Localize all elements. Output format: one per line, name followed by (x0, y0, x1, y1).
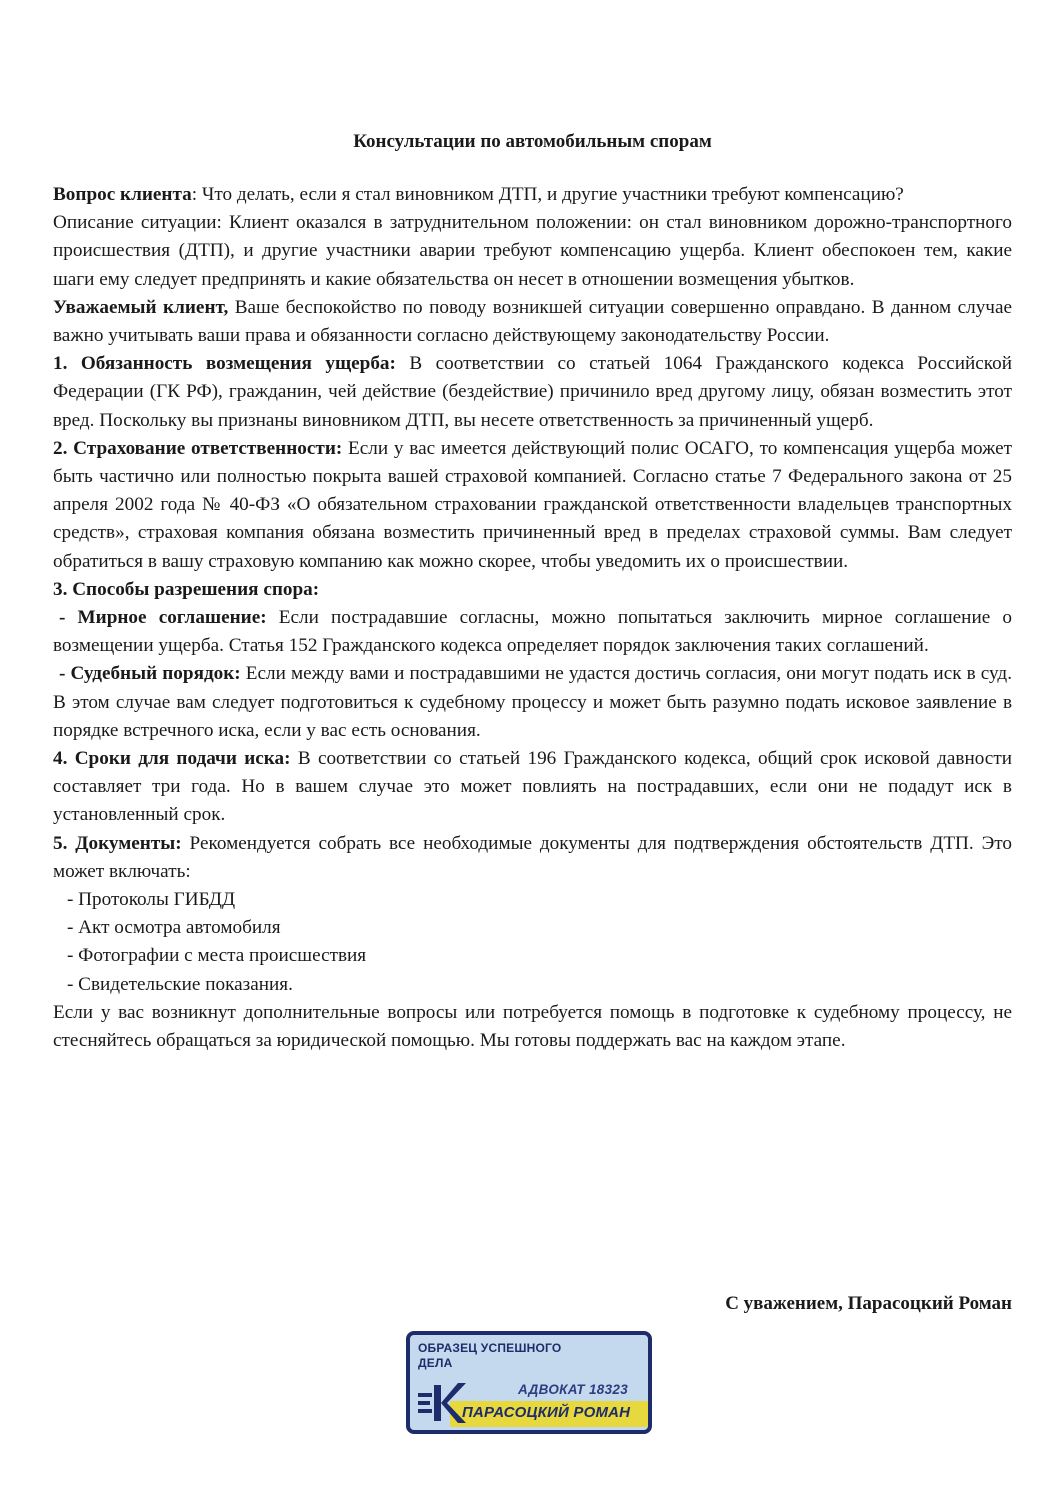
section-1-text: В соответствии со статьей 1064 Гражданского кодекса Российской Федерации (ГК РФ), гражданин, чей действие (бездействие) причинило вред другому лицу, обязан возместить этот вред. Поскольку вы признаны виновником ДТП, вы несете ответственность за причиненный ущерб. (53, 353, 1012, 431)
stamp-role: АДВОКАТ 18323 (518, 1382, 629, 1397)
section-3-label: 3. Способы разрешения спора: (53, 578, 320, 600)
section-2-label: 2. Страхование ответственности: (53, 437, 343, 459)
peace-agreement-label: - Мирное соглашение: (59, 607, 267, 629)
subsection-peace-agreement (53, 604, 1012, 660)
advocate-monogram-logo-icon (416, 1379, 466, 1427)
court-procedure-label: - Судебный порядок: (59, 663, 241, 685)
subsection-court-procedure (53, 660, 1012, 745)
advocate-stamp (406, 1331, 652, 1434)
section-damage-obligation (53, 350, 1012, 435)
document-list-item: - Свидетельские показания. (67, 973, 293, 995)
court-procedure-text: Если между вами и пострадавшими не удастся достичь согласия, они могут подать иск в суд. В этом случае вам следует подготовиться к судебному процессу и может быть разумно подать исковое заявление в порядке встречного иска, если у вас есть основания. (53, 663, 1012, 741)
section-claim-deadlines (53, 745, 1012, 830)
section-2-text: Если у вас имеется действующий полис ОСАГО, то компенсация ущерба может быть частично или полностью покрыта вашей страховой компанией. Согласно статье 7 Федерального закона от 25 апреля 2002 года № 40-ФЗ «О обязательном страховании гражданской ответственности владельцев транспортных средств», страховая компания обязана возместить причиненный вред в пределах страховой суммы. Вам следует обратиться в вашу страховую компанию как можно скорее, чтобы уведомить их о происшествии. (53, 437, 1012, 572)
section-documents (53, 830, 1012, 886)
client-question-label: Вопрос клиента (53, 184, 192, 205)
document-list-item: - Акт осмотра автомобиля (67, 917, 281, 939)
greeting-paragraph (53, 294, 1012, 350)
document-title: Консультации по автомобильным спорам (353, 131, 712, 152)
client-question (53, 181, 1012, 209)
section-5-label: 5. Документы: (53, 832, 182, 854)
document-list-item: - Фотографии с места происшествия (67, 945, 367, 967)
document-body (53, 128, 1012, 1055)
client-question-text: : Что делать, если я стал виновником ДТП, и другие участники требуют компенсацию? (191, 184, 904, 205)
closing-paragraph: Если у вас возникнут дополнительные вопросы или потребуется помощь в подготовке к судебному процессу, не стесняйтесь обращаться за юридической помощью. Мы готовы поддержать вас на каждом этапе. (53, 1001, 1012, 1052)
stamp-name: ПАРАСОЦКИЙ РОМАН (462, 1404, 631, 1421)
section-1-label: 1. Обязанность возмещения ущерба: (53, 353, 396, 375)
section-5-text: Рекомендуется собрать все необходимые документы для подтверждения обстоятельств ДТП. Это может включать: (53, 832, 1013, 882)
section-4-label: 4. Сроки для подачи иска: (53, 748, 291, 770)
situation-description: Описание ситуации: Клиент оказался в затруднительном положении: он стал виновником дорожно-транспортного происшествия (ДТП), и другие участники аварии требуют компенсацию ущерба. Клиент обеспокоен тем, какие шаги ему следует предпринять и какие обязательства он несет в отношении возмещения убытков. (53, 212, 1012, 290)
section-liability-insurance (53, 435, 1012, 576)
peace-agreement-text: Если пострадавшие согласны, можно попытаться заключить мирное соглашение о возмещении ущерба. Статья 152 Гражданского кодекса определяет порядок заключения таких соглашений. (53, 607, 1012, 657)
greeting-text: Ваше беспокойство по поводу возникшей ситуации совершенно оправдано. В данном случае важно учитывать ваши права и обязанности согласно действующему законодательству России. (53, 296, 1012, 347)
stamp-caption-line-2: ДЕЛА (418, 1356, 453, 1370)
stamp-caption (418, 1341, 561, 1371)
signature: С уважением, Парасоцкий Роман (725, 1293, 1012, 1314)
greeting-label: Уважаемый клиент, (53, 296, 229, 318)
section-dispute-resolution-heading (53, 576, 1012, 604)
stamp-caption-line-1: ОБРАЗЕЦ УСПЕШНОГО (418, 1341, 562, 1355)
section-4-text: В соответствии со статьей 196 Гражданского кодекса, общий срок исковой давности составляет три года. Но в вашем случае это может повлиять на пострадавших, если они не подадут иск в установленный срок. (53, 748, 1012, 826)
document-list-item: - Протоколы ГИБДД (67, 889, 236, 911)
